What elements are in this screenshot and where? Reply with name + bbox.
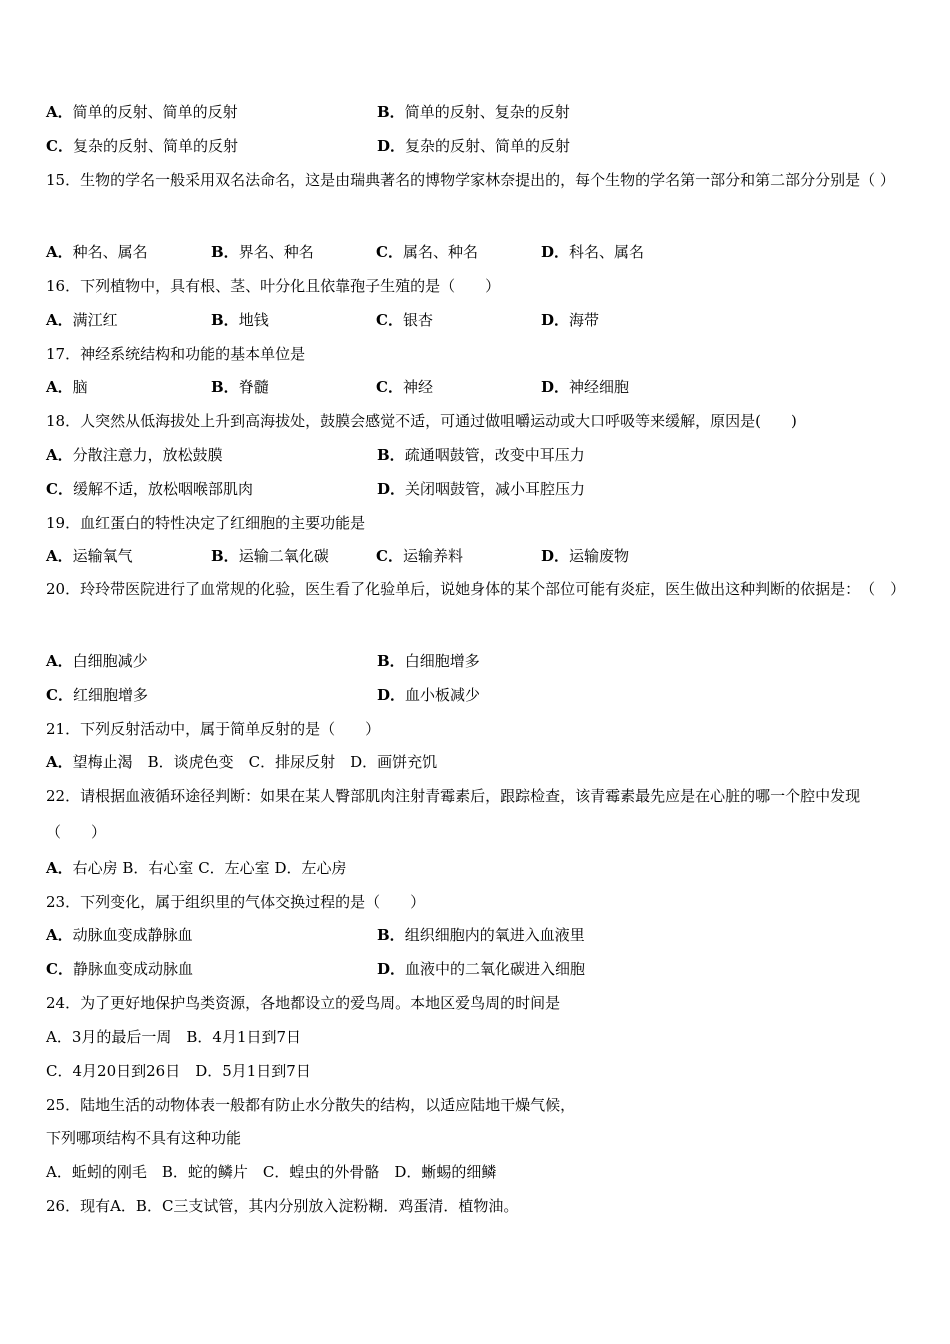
- q21-option-a-label: A．: [46, 753, 73, 771]
- q19-option-c: C．运输养料: [376, 547, 463, 565]
- q14-options-row-1: [46, 102, 708, 122]
- q18-option-b: B．疏通咽鼓管，改变中耳压力: [377, 446, 585, 464]
- q14-options-row-2: [46, 136, 708, 156]
- q20-stem: 20．玲玲带医院进行了血常规的化验，医生看了化验单后，说她身体的某个部位可能有炎症，医生做出这种判断的依据是： （ ）: [46, 580, 906, 598]
- q14-option-b: B．简单的反射、复杂的反射: [377, 103, 570, 121]
- q15-option-c: C．属名、种名: [376, 243, 478, 261]
- q17-option-c: C．神经: [376, 378, 433, 396]
- q24-options-row-2: C．4月20日到26日 D．5月1日到7日: [46, 1062, 311, 1080]
- q22-options: [46, 858, 346, 878]
- q15-option-a: A．种名、属名: [46, 243, 148, 261]
- q16-option-c: C．银杏: [376, 311, 433, 329]
- q25-options: A．蚯蚓的刚毛 B．蛇的鳞片 C．蝗虫的外骨骼 D．蜥蜴的细鳞: [46, 1163, 497, 1181]
- q15-options: [46, 242, 706, 262]
- q21-options-text: 望梅止渴 B．谈虎色变 C．排尿反射 D．画饼充饥: [72, 753, 438, 771]
- q21-options: [46, 752, 437, 772]
- q23-option-b: B．组织细胞内的氧进入血液里: [377, 926, 585, 944]
- q23-option-c: C．静脉血变成动脉血: [46, 960, 193, 978]
- q22-option-a-label: A．: [46, 859, 73, 877]
- q19-option-d: D．运输废物: [541, 547, 630, 565]
- q15-stem: 15．生物的学名一般采用双名法命名，这是由瑞典著名的博物学家林奈提出的，每个生物的学名第一部分和第二部分分别是（ ）: [46, 171, 895, 189]
- q20-options-row-2: [46, 685, 708, 705]
- q14-option-d: D．复杂的反射、简单的反射: [377, 137, 571, 155]
- q16-option-a: A．满江红: [46, 311, 118, 329]
- q14-option-a: A．简单的反射、简单的反射: [46, 103, 238, 121]
- q20-option-b: B．白细胞增多: [377, 652, 480, 670]
- q20-option-c: C．红细胞增多: [46, 686, 148, 704]
- q23-options-row-1: [46, 925, 708, 945]
- q16-options: [46, 310, 706, 330]
- q18-options-row-1: [46, 445, 708, 465]
- q26-stem: 26．现有A．B．C三支试管，其内分别放入淀粉糊．鸡蛋清．植物油。: [46, 1197, 519, 1215]
- q19-options: [46, 546, 706, 566]
- q23-option-d: D．血液中的二氧化碳进入细胞: [377, 960, 586, 978]
- q15-option-b: B．界名、种名: [211, 243, 314, 261]
- q20-options-row-1: [46, 651, 708, 671]
- q18-options-row-2: [46, 479, 708, 499]
- q16-option-d: D．海带: [541, 311, 600, 329]
- q17-option-a: A．脑: [46, 378, 88, 396]
- q24-options-row-1: A．3月的最后一周 B．4月1日到7日: [46, 1028, 302, 1046]
- q18-option-d: D．关闭咽鼓管，减小耳腔压力: [377, 480, 586, 498]
- q17-option-d: D．神经细胞: [541, 378, 630, 396]
- q16-stem: 16．下列植物中，具有根、茎、叶分化且依靠孢子生殖的是（ ）: [46, 277, 501, 295]
- q23-stem: 23．下列变化，属于组织里的气体交换过程的是（ ）: [46, 893, 426, 911]
- q19-stem: 19．血红蛋白的特性决定了红细胞的主要功能是: [46, 514, 366, 532]
- q22-stem: 22．请根据血液循环途径判断：如果在某人臀部肌肉注射青霉素后，跟踪检查，该青霉素最先应是在心脏的哪一个腔中发现（ ）: [46, 787, 861, 841]
- q24-stem: 24．为了更好地保护鸟类资源，各地都设立的爱鸟周。本地区爱鸟周的时间是: [46, 994, 561, 1012]
- q22-options-text: 右心房 B．右心室 C．左心室 D．左心房: [72, 859, 347, 877]
- q15-option-d: D．科名、属名: [541, 243, 645, 261]
- q19-option-a: A．运输氧气: [46, 547, 133, 565]
- q19-option-b: B．运输二氧化碳: [211, 547, 329, 565]
- q23-option-a: A．动脉血变成静脉血: [46, 926, 193, 944]
- q18-stem: 18．人突然从低海拔处上升到高海拔处，鼓膜会感觉不适，可通过做咀嚼运动或大口呼吸等来缓解，原因是( ): [46, 412, 797, 430]
- q23-options-row-2: [46, 959, 708, 979]
- q20-option-d: D．血小板减少: [377, 686, 481, 704]
- q16-option-b: B．地钱: [211, 311, 269, 329]
- q17-options: [46, 377, 706, 397]
- q21-stem: 21．下列反射活动中，属于简单反射的是（ ）: [46, 720, 381, 738]
- q25-stem-line-1: 25．陆地生活的动物体表一般都有防止水分散失的结构，以适应陆地干燥气候，: [46, 1096, 576, 1114]
- q17-option-b: B．脊髓: [211, 378, 269, 396]
- q14-option-c: C．复杂的反射、简单的反射: [46, 137, 238, 155]
- q18-option-c: C．缓解不适，放松咽喉部肌肉: [46, 480, 253, 498]
- q25-stem-line-2: 下列哪项结构不具有这种功能: [46, 1129, 242, 1147]
- q20-option-a: A．白细胞减少: [46, 652, 148, 670]
- q17-stem: 17．神经系统结构和功能的基本单位是: [46, 345, 306, 363]
- q18-option-a: A．分散注意力，放松鼓膜: [46, 446, 223, 464]
